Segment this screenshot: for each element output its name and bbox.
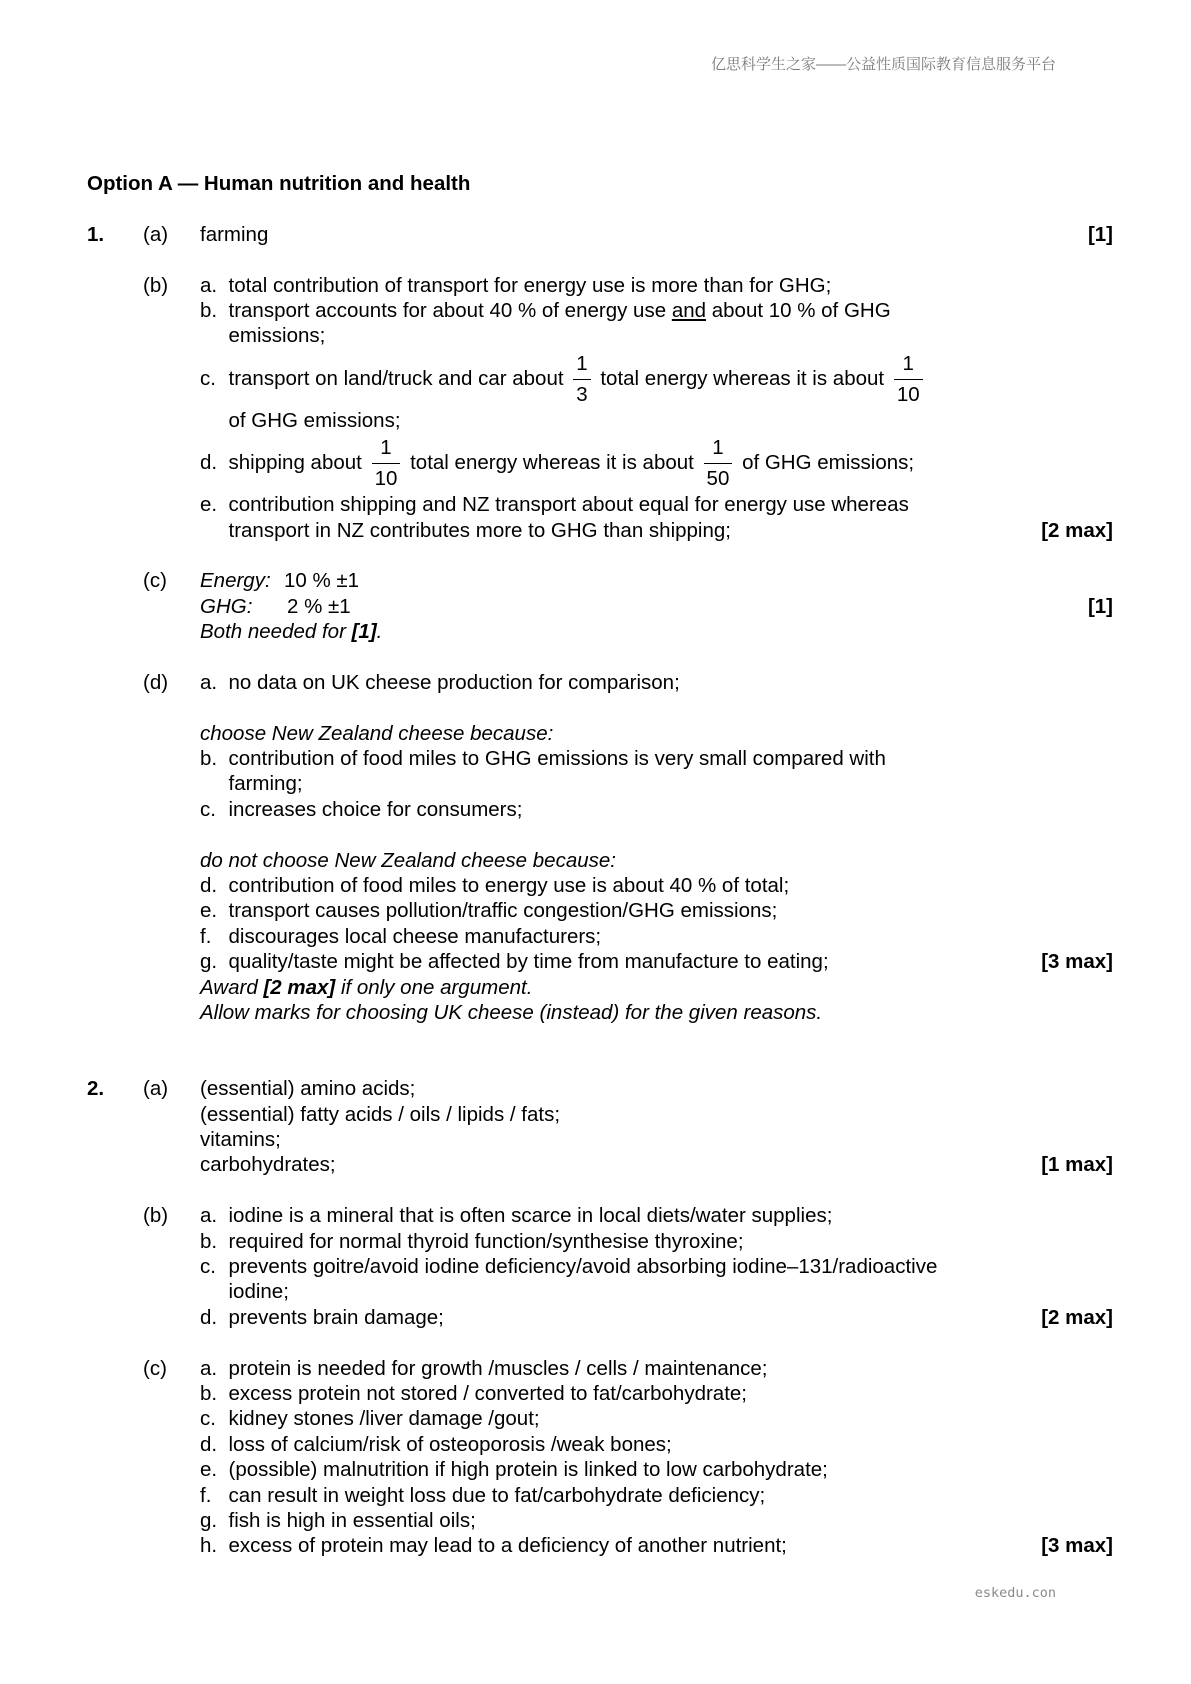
point-line [229, 273, 1114, 298]
point-letter: c. [200, 366, 216, 390]
fraction-one-tenth [894, 353, 923, 406]
point-1b-e [200, 492, 1113, 543]
point-2c-c [200, 1406, 1113, 1431]
markscheme-content [87, 171, 1113, 1559]
fraction-one-fiftieth [704, 437, 733, 490]
point-line [229, 492, 1114, 517]
mark-allocation: [1] [1087, 222, 1113, 246]
point-letter: g. [200, 1509, 218, 1533]
point-1b-b [200, 298, 1113, 349]
note-emphasis: [2 max] [263, 975, 336, 999]
note-text: if only one argument. [340, 975, 533, 999]
fraction-denominator: 50 [704, 463, 733, 490]
point-letter: c. [200, 1407, 216, 1431]
point-line [229, 298, 1114, 323]
fraction-numerator: 1 [902, 351, 914, 375]
point-line-text: increases choice for consumers; [228, 797, 523, 821]
point-text [229, 1533, 1114, 1558]
part-2b-body [200, 1203, 1113, 1330]
point-line-text: of GHG emissions; [742, 451, 915, 475]
point-line-text: of GHG emissions; [228, 408, 401, 432]
spacer [143, 644, 1113, 669]
point-line-text: kidney stones /liver damage /gout; [228, 1407, 540, 1431]
point-letter: a. [200, 1356, 218, 1380]
point-line [229, 949, 1114, 974]
ghg-label: GHG: [200, 594, 253, 618]
point-line [229, 1254, 1114, 1279]
note-text: . [376, 620, 383, 644]
point-line [229, 518, 1114, 543]
ghg-answer [200, 594, 1113, 619]
part-2a-label: (a) [143, 1077, 169, 1101]
part-1b-label: (b) [143, 273, 169, 297]
point-line [229, 1381, 1114, 1406]
part-2b-label: (b) [143, 1204, 169, 1228]
point-line [229, 1533, 1114, 1558]
underlined-word: and [671, 298, 707, 322]
point-text [229, 924, 1114, 949]
spacer [143, 1178, 1113, 1203]
part-1c-body [200, 568, 1113, 644]
point-line-text: emissions; [228, 324, 326, 348]
point-2b-c [200, 1254, 1113, 1305]
point-line [229, 670, 1114, 695]
answer-text: farming [200, 222, 269, 246]
point-line-text: about 10 % of GHG [711, 298, 891, 322]
point-line-text: total energy whereas it is about [600, 366, 885, 390]
point-text [229, 1508, 1114, 1533]
point-line-text: transport causes pollution/traffic congestion/GHG emissions; [228, 899, 778, 923]
point-line [229, 1279, 1114, 1304]
point-1d-a [200, 670, 1113, 695]
point-text [229, 492, 1114, 543]
point-line-text: contribution of food miles to GHG emissions is very small compared with [228, 747, 886, 771]
point-letter: b. [200, 747, 218, 771]
fraction-denominator: 10 [894, 379, 923, 406]
answer-text: carbohydrates; [200, 1153, 336, 1177]
point-line-text: iodine; [228, 1280, 289, 1304]
point-text [229, 873, 1114, 898]
spacer [87, 1025, 1113, 1076]
point-text [229, 949, 1114, 974]
point-line-text: (possible) malnutrition if high protein is linked to low carbohydrate; [228, 1458, 828, 1482]
fraction-one-tenth [372, 437, 401, 490]
note-text: Both needed for [200, 620, 346, 644]
point-line-text: shipping about [228, 451, 362, 475]
point-line [229, 1483, 1114, 1508]
point-line-text: quality/taste might be affected by time from manufacture to eating; [228, 950, 829, 974]
point-line [229, 873, 1114, 898]
point-letter: d. [200, 1432, 218, 1456]
point-line [229, 1457, 1114, 1482]
note-text: Award [200, 975, 258, 999]
fraction-denominator: 10 [372, 463, 401, 490]
point-line-text: total energy whereas it is about [410, 451, 694, 475]
part-1b [143, 273, 1113, 543]
answer-line [200, 1076, 1113, 1101]
point-text [229, 1406, 1114, 1431]
point-line-with-fractions [229, 433, 1114, 492]
point-1d-f [200, 924, 1113, 949]
energy-value: 10 % ±1 [284, 569, 360, 593]
point-2c-h [200, 1533, 1113, 1558]
answer-text: (essential) fatty acids / oils / lipids / fats; [200, 1102, 561, 1126]
point-text [229, 1483, 1114, 1508]
fraction-one-third [573, 353, 590, 406]
part-1d-label: (d) [143, 670, 169, 694]
marking-note: Allow marks for choosing UK cheese (instead) for the given reasons. [200, 1001, 823, 1025]
point-line-text: transport in NZ contributes more to GHG than shipping; [228, 518, 731, 542]
point-text [229, 1356, 1114, 1381]
marking-note [200, 619, 1113, 644]
point-letter: a. [200, 670, 218, 694]
mark-allocation: [3 max] [1041, 1534, 1113, 1558]
point-letter: h. [200, 1534, 218, 1558]
spacer [200, 822, 1113, 847]
fraction-denominator: 3 [573, 379, 590, 406]
spacer [200, 695, 1113, 720]
point-text [229, 349, 1114, 433]
point-line [229, 746, 1114, 771]
subheading-choose: choose New Zealand cheese because: [200, 721, 554, 745]
point-text [229, 746, 1114, 797]
point-line [229, 1356, 1114, 1381]
part-2c [143, 1356, 1113, 1559]
point-1d-g [200, 949, 1113, 974]
question-2 [87, 1076, 1113, 1559]
point-1d-b [200, 746, 1113, 797]
point-line-text: transport on land/truck and car about [228, 366, 564, 390]
part-1b-body [200, 273, 1113, 543]
point-letter: b. [200, 298, 218, 322]
point-2c-a [200, 1356, 1113, 1381]
mark-allocation: [1 max] [1041, 1153, 1113, 1177]
point-line-text: discourages local cheese manufacturers; [228, 924, 602, 948]
spacer [143, 247, 1113, 272]
point-line-text: contribution shipping and NZ transport about equal for energy use whereas [228, 493, 909, 517]
mark-allocation: [2 max] [1041, 1305, 1113, 1329]
point-line-text: farming; [228, 772, 303, 796]
point-2c-b [200, 1381, 1113, 1406]
part-1c [143, 568, 1113, 644]
marking-note [200, 975, 1113, 1000]
point-letter: e. [200, 493, 218, 517]
part-2a-body [200, 1076, 1113, 1178]
point-1b-d [200, 433, 1113, 492]
point-letter: f. [200, 924, 212, 948]
energy-answer [200, 568, 1113, 593]
answer-line [200, 222, 1113, 247]
point-text [229, 1457, 1114, 1482]
point-letter: d. [200, 451, 218, 475]
part-2b [143, 1203, 1113, 1330]
point-line-text: protein is needed for growth /muscles / cells / maintenance; [228, 1356, 768, 1380]
point-letter: a. [200, 273, 218, 297]
point-line [229, 898, 1114, 923]
fraction-numerator: 1 [576, 351, 588, 375]
point-line [229, 771, 1114, 796]
point-letter: b. [200, 1229, 218, 1253]
spacer [87, 196, 1113, 221]
point-line [229, 408, 1114, 433]
point-line-text: fish is high in essential oils; [228, 1509, 476, 1533]
point-text [229, 433, 1114, 492]
point-text [229, 1381, 1114, 1406]
mark-allocation: [3 max] [1041, 950, 1113, 974]
point-1b-c [200, 349, 1113, 433]
mark-allocation: [2 max] [1041, 518, 1113, 542]
point-line-text: no data on UK cheese production for comparison; [228, 670, 680, 694]
answer-text: vitamins; [200, 1128, 281, 1152]
answer-line [200, 1127, 1113, 1152]
point-1d-d [200, 873, 1113, 898]
point-text [229, 797, 1114, 822]
ghg-value: 2 % ±1 [287, 594, 351, 618]
part-1a [143, 222, 1113, 247]
point-text [229, 298, 1114, 349]
point-text [229, 1203, 1114, 1228]
part-2c-label: (c) [143, 1356, 167, 1380]
point-letter: e. [200, 1458, 218, 1482]
point-line [229, 1508, 1114, 1533]
point-line-text: excess of protein may lead to a deficiency of another nutrient; [228, 1534, 787, 1558]
answer-line [200, 1152, 1113, 1177]
point-letter: c. [200, 797, 216, 821]
point-line [229, 1203, 1114, 1228]
point-letter: c. [200, 1255, 216, 1278]
point-letter: b. [200, 1381, 218, 1405]
point-line [229, 797, 1114, 822]
point-text [229, 1432, 1114, 1457]
point-2b-a [200, 1203, 1113, 1228]
question-2-number: 2. [87, 1077, 105, 1101]
point-line [229, 1229, 1114, 1254]
question-1 [87, 222, 1113, 1026]
point-text [229, 670, 1114, 695]
point-2b-b [200, 1229, 1113, 1254]
answer-text: (essential) amino acids; [200, 1077, 416, 1101]
point-letter: f. [200, 1483, 212, 1507]
point-letter: a. [200, 1204, 218, 1228]
point-letter: g. [200, 950, 218, 974]
part-1c-label: (c) [143, 569, 167, 593]
point-text [229, 1254, 1114, 1305]
section-title: Option A — Human nutrition and health [87, 172, 471, 195]
point-letter: e. [200, 899, 218, 923]
point-line [229, 1406, 1114, 1431]
note-emphasis: [1] [351, 620, 377, 644]
point-1b-a [200, 273, 1113, 298]
point-1d-c [200, 797, 1113, 822]
point-line-text: can result in weight loss due to fat/carbohydrate deficiency; [228, 1483, 766, 1507]
point-text [229, 1305, 1114, 1330]
part-1d [143, 670, 1113, 1026]
point-2c-f [200, 1483, 1113, 1508]
point-1d-e [200, 898, 1113, 923]
point-line-text: required for normal thyroid function/synthesise thyroxine; [228, 1229, 744, 1253]
part-2a [143, 1076, 1113, 1178]
point-line-text: prevents goitre/avoid iodine deficiency/avoid absorbing iodine–131/radioactive [228, 1255, 938, 1278]
point-line-text: transport accounts for about 40 % of energy use [228, 298, 667, 322]
question-1-number: 1. [87, 222, 105, 246]
point-line-text: excess protein not stored / converted to fat/carbohydrate; [228, 1381, 747, 1405]
site-watermark: eskedu.con [974, 1585, 1056, 1601]
spacer [143, 1330, 1113, 1355]
part-1a-body [200, 222, 1113, 247]
site-banner: 亿思科学生之家——公益性质国际教育信息服务平台 [710, 56, 1056, 73]
point-2c-g [200, 1508, 1113, 1533]
answer-line [200, 1102, 1113, 1127]
point-line-with-fractions [229, 349, 1114, 408]
point-line [229, 323, 1114, 348]
fraction-numerator: 1 [380, 436, 392, 460]
spacer [143, 543, 1113, 568]
point-letter: d. [200, 874, 218, 898]
point-line-text: iodine is a mineral that is often scarce in local diets/water supplies; [228, 1204, 833, 1228]
point-line [229, 1305, 1114, 1330]
part-1d-body [200, 670, 1113, 1026]
point-2b-d [200, 1305, 1113, 1330]
point-text [229, 273, 1114, 298]
part-2c-body [200, 1356, 1113, 1559]
part-1a-label: (a) [143, 222, 169, 246]
point-letter: d. [200, 1305, 218, 1329]
point-text [229, 898, 1114, 923]
point-line-text: total contribution of transport for energy use is more than for GHG; [228, 273, 832, 297]
mark-allocation: [1] [1087, 594, 1113, 618]
point-line [229, 924, 1114, 949]
point-line [229, 1432, 1114, 1457]
energy-label: Energy: [200, 569, 271, 593]
subheading-do-not-choose: do not choose New Zealand cheese because: [200, 848, 616, 872]
point-line-text: contribution of food miles to energy use is about 40 % of total; [228, 874, 790, 898]
point-line-text: loss of calcium/risk of osteoporosis /weak bones; [228, 1432, 672, 1456]
point-line-text: prevents brain damage; [228, 1305, 444, 1329]
point-2c-d [200, 1432, 1113, 1457]
point-text [229, 1229, 1114, 1254]
point-2c-e [200, 1457, 1113, 1482]
fraction-numerator: 1 [712, 436, 724, 460]
